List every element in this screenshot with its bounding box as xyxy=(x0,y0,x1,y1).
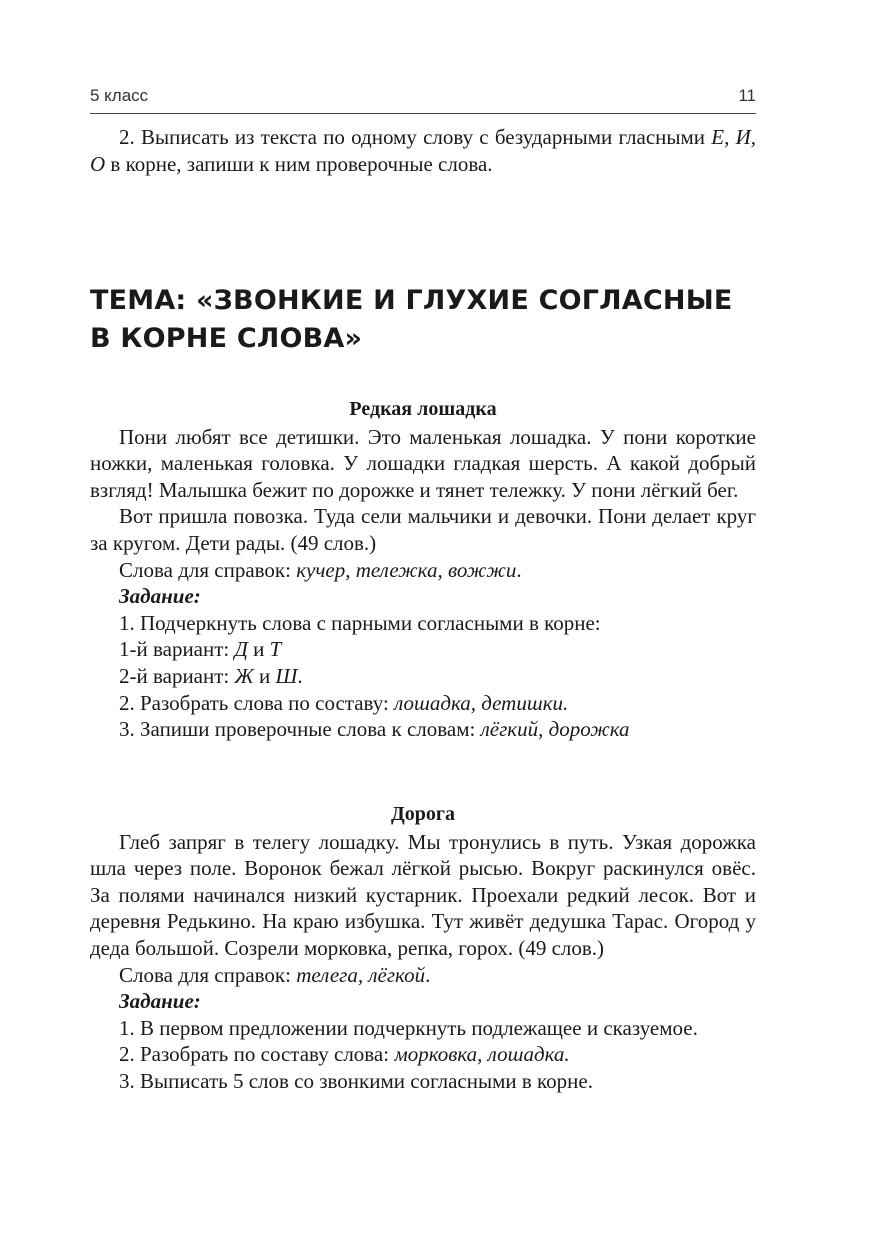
previous-task xyxy=(90,124,756,177)
task-variant-1 xyxy=(90,636,756,663)
previous-task-letters: Е, И, О xyxy=(90,125,756,176)
reference-words xyxy=(90,962,756,989)
reference-label: Слова для справок: xyxy=(119,962,297,987)
previous-task-line2: в корне, запиши к ним проверочные слова. xyxy=(105,151,493,176)
task-heading: Задание: xyxy=(119,584,201,609)
variant-letter: Д xyxy=(234,637,248,662)
task-item: 1. В первом предложении подчеркнуть подлежащее и сказуемое. xyxy=(119,1015,698,1040)
task-item: 3. Выписать 5 слов со звонкими согласными в корне. xyxy=(119,1068,593,1093)
variant-letter: Т xyxy=(269,637,282,662)
grade-label: 5 класс xyxy=(90,86,149,105)
previous-task-line1: 2. Выписать из текста по одному слову с безударными гласными xyxy=(119,125,706,149)
task-words: морковка, лошадка. xyxy=(394,1042,570,1067)
variant-label: 1-й вариант: xyxy=(119,637,235,662)
reference-list: телега, лёгкой xyxy=(296,962,426,987)
task-item: 1. Подчеркнуть слова с парными согласными в корне: xyxy=(119,610,601,635)
dictation-section-1 xyxy=(90,396,756,743)
dictation-title: Редкая лошадка xyxy=(349,398,497,420)
task-variant-2 xyxy=(90,663,756,690)
task-item xyxy=(90,1041,756,1068)
task-label: 2. Разобрать по составу слова: xyxy=(119,1042,395,1067)
dictation-section-2 xyxy=(90,801,756,1095)
topic-heading-line2: В КОРНЕ СЛОВА» xyxy=(90,323,363,354)
running-header xyxy=(90,86,756,110)
topic-heading-line1: ТЕМА: «ЗВОНКИЕ И ГЛУХИЕ СОГЛАСНЫЕ xyxy=(90,285,733,316)
task-label: 2. Разобрать слова по составу: xyxy=(119,690,395,715)
task-words: лошадка, детишки. xyxy=(394,690,569,715)
topic-heading xyxy=(90,282,756,358)
variant-letter: Ш xyxy=(275,663,298,688)
dictation-title: Дорога xyxy=(391,803,455,825)
page-number: 11 xyxy=(738,86,756,105)
reference-end: . xyxy=(516,557,522,582)
task-heading: Задание: xyxy=(119,989,201,1014)
task-item xyxy=(90,716,756,743)
reference-words xyxy=(90,557,756,584)
dictation-paragraph: Вот пришла повозка. Туда сели мальчики и девочки. Пони делает круг за кругом. Дети рады. (49 слов.) xyxy=(90,504,756,555)
dictation-paragraph: Глеб запряг в телегу лошадку. Мы тронулись в путь. Узкая дорожка шла через поле. Воронок бежал лёгкой рысью. Вокруг раскинулся овёс. За полями начинался низкий кустарник. Проехали редкий лесок. Вот и деревня Редькино. На краю избушка. Тут живёт дедушка Тарас. Огород у деда большой. Созрели морковка, репка, горох. (49 слов.) xyxy=(90,829,756,960)
previous-task-text xyxy=(90,124,756,177)
task-label: 3. Запиши проверочные слова к словам: xyxy=(119,717,481,742)
variant-letter: Ж xyxy=(234,663,254,688)
task-words: лёгкий, дорожка xyxy=(480,717,630,742)
reference-end: . xyxy=(425,962,431,987)
variant-label: 2-й вариант: xyxy=(119,663,235,688)
reference-label: Слова для справок: xyxy=(119,557,297,582)
variant-conjunction: и xyxy=(247,637,270,662)
reference-list: кучер, тележка, вожжи xyxy=(296,557,517,582)
dictation-paragraph: Пони любят все детишки. Это маленькая лошадка. У пони короткие ножки, маленькая головка. У лошадки гладкая шерсть. А какой добрый взгляд! Малышка бежит по дорожке и тянет тележку. У пони лёгкий бег. xyxy=(90,424,756,502)
header-divider xyxy=(90,113,756,114)
variant-conjunction: и xyxy=(253,663,276,688)
variant-end: . xyxy=(297,663,303,688)
task-item xyxy=(90,690,756,717)
